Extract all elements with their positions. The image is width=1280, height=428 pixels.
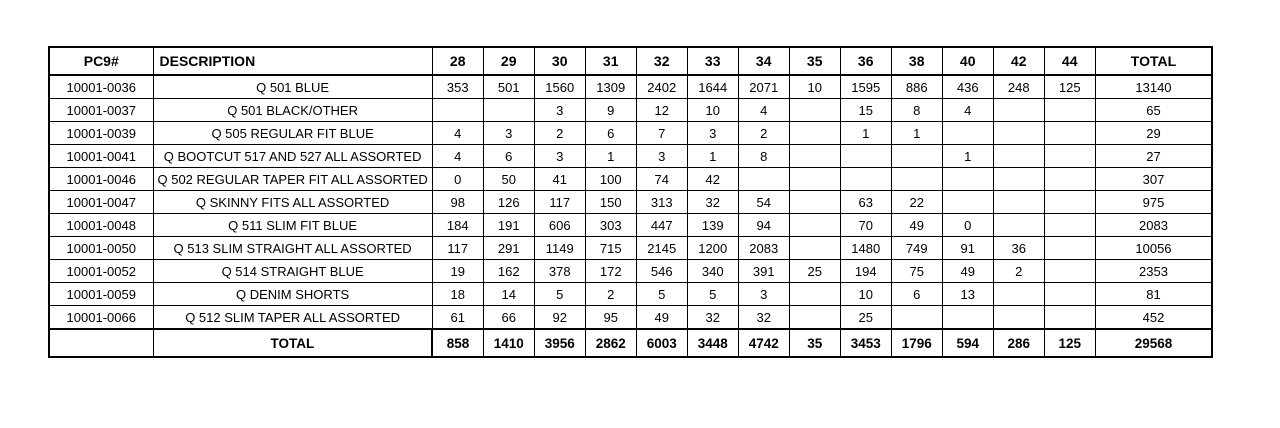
cell-description: Q BOOTCUT 517 AND 527 ALL ASSORTED: [153, 145, 432, 168]
cell-row-total: 2353: [1095, 260, 1212, 283]
cell-quantity: 7: [636, 122, 687, 145]
cell-quantity: 2: [738, 122, 789, 145]
cell-quantity: 10: [687, 99, 738, 122]
cell-description: Q 501 BLUE: [153, 75, 432, 99]
cell-quantity: [993, 99, 1044, 122]
cell-quantity: 6: [891, 283, 942, 306]
cell-quantity: 150: [585, 191, 636, 214]
cell-quantity: 100: [585, 168, 636, 191]
cell-description: Q SKINNY FITS ALL ASSORTED: [153, 191, 432, 214]
cell-quantity: 91: [942, 237, 993, 260]
table-row: [49, 191, 1212, 214]
footer-cell-size-total: 125: [1044, 329, 1095, 357]
cell-description: Q DENIM SHORTS: [153, 283, 432, 306]
table-row: [49, 283, 1212, 306]
cell-quantity: 126: [483, 191, 534, 214]
cell-product-code: 10001-0047: [49, 191, 153, 214]
cell-quantity: [942, 122, 993, 145]
cell-quantity: 32: [687, 191, 738, 214]
cell-quantity: 303: [585, 214, 636, 237]
cell-quantity: 391: [738, 260, 789, 283]
cell-quantity: [891, 168, 942, 191]
cell-quantity: [942, 191, 993, 214]
footer-cell-size-total: 3956: [534, 329, 585, 357]
cell-description: Q 513 SLIM STRAIGHT ALL ASSORTED: [153, 237, 432, 260]
cell-quantity: 162: [483, 260, 534, 283]
table-row: [49, 145, 1212, 168]
cell-product-code: 10001-0066: [49, 306, 153, 330]
cell-row-total: 29: [1095, 122, 1212, 145]
footer-cell-size-total: 1796: [891, 329, 942, 357]
cell-description: Q 511 SLIM FIT BLUE: [153, 214, 432, 237]
cell-quantity: [993, 191, 1044, 214]
cell-description: Q 512 SLIM TAPER ALL ASSORTED: [153, 306, 432, 330]
header-cell-size: 30: [534, 47, 585, 75]
cell-quantity: [789, 99, 840, 122]
header-cell-size: 38: [891, 47, 942, 75]
cell-quantity: 19: [432, 260, 483, 283]
table-body: [49, 47, 1212, 357]
cell-quantity: 2: [534, 122, 585, 145]
cell-row-total: 452: [1095, 306, 1212, 330]
cell-row-total: 307: [1095, 168, 1212, 191]
cell-quantity: 6: [483, 145, 534, 168]
header-cell-size: 29: [483, 47, 534, 75]
cell-quantity: 1480: [840, 237, 891, 260]
cell-quantity: 3: [483, 122, 534, 145]
footer-cell-size-total: 858: [432, 329, 483, 357]
cell-quantity: 2083: [738, 237, 789, 260]
cell-quantity: 63: [840, 191, 891, 214]
cell-quantity: [942, 306, 993, 330]
cell-quantity: [1044, 237, 1095, 260]
table-row: [49, 75, 1212, 99]
cell-quantity: 184: [432, 214, 483, 237]
cell-quantity: 191: [483, 214, 534, 237]
cell-product-code: 10001-0041: [49, 145, 153, 168]
cell-quantity: [789, 214, 840, 237]
cell-quantity: [789, 283, 840, 306]
cell-row-total: 27: [1095, 145, 1212, 168]
cell-quantity: 436: [942, 75, 993, 99]
header-cell-size: 42: [993, 47, 1044, 75]
cell-quantity: [789, 237, 840, 260]
cell-quantity: 13: [942, 283, 993, 306]
cell-quantity: [993, 122, 1044, 145]
header-cell-size: 34: [738, 47, 789, 75]
cell-row-total: 2083: [1095, 214, 1212, 237]
cell-quantity: 1309: [585, 75, 636, 99]
cell-quantity: [1044, 283, 1095, 306]
cell-quantity: 5: [534, 283, 585, 306]
cell-quantity: 75: [891, 260, 942, 283]
cell-product-code: 10001-0036: [49, 75, 153, 99]
cell-quantity: 25: [840, 306, 891, 330]
cell-quantity: 117: [432, 237, 483, 260]
header-cell-size: 40: [942, 47, 993, 75]
size-breakdown-table-container: [48, 46, 1213, 358]
cell-row-total: 65: [1095, 99, 1212, 122]
cell-quantity: [1044, 99, 1095, 122]
header-cell-description: DESCRIPTION: [153, 47, 432, 75]
cell-quantity: 1560: [534, 75, 585, 99]
cell-quantity: [891, 306, 942, 330]
cell-row-total: 13140: [1095, 75, 1212, 99]
cell-quantity: 886: [891, 75, 942, 99]
cell-quantity: 14: [483, 283, 534, 306]
cell-quantity: 94: [738, 214, 789, 237]
cell-quantity: 1200: [687, 237, 738, 260]
cell-quantity: [1044, 145, 1095, 168]
cell-quantity: 32: [738, 306, 789, 330]
cell-quantity: [891, 145, 942, 168]
cell-row-total: 10056: [1095, 237, 1212, 260]
cell-quantity: 3: [687, 122, 738, 145]
cell-quantity: 139: [687, 214, 738, 237]
cell-quantity: 9: [585, 99, 636, 122]
table-row: [49, 237, 1212, 260]
cell-quantity: [432, 99, 483, 122]
cell-quantity: 117: [534, 191, 585, 214]
table-row: [49, 260, 1212, 283]
cell-product-code: 10001-0059: [49, 283, 153, 306]
cell-quantity: 10: [840, 283, 891, 306]
table-row: [49, 99, 1212, 122]
cell-quantity: 3: [534, 99, 585, 122]
cell-quantity: 61: [432, 306, 483, 330]
cell-quantity: 447: [636, 214, 687, 237]
header-cell-code: PC9#: [49, 47, 153, 75]
footer-cell-size-total: 286: [993, 329, 1044, 357]
header-cell-size: 36: [840, 47, 891, 75]
footer-cell-size-total: 594: [942, 329, 993, 357]
cell-quantity: [789, 306, 840, 330]
cell-quantity: 15: [840, 99, 891, 122]
cell-quantity: 8: [738, 145, 789, 168]
cell-quantity: 22: [891, 191, 942, 214]
footer-cell-blank: [49, 329, 153, 357]
cell-quantity: 50: [483, 168, 534, 191]
cell-quantity: [993, 283, 1044, 306]
cell-description: Q 501 BLACK/OTHER: [153, 99, 432, 122]
cell-quantity: 49: [942, 260, 993, 283]
cell-quantity: 5: [636, 283, 687, 306]
cell-row-total: 975: [1095, 191, 1212, 214]
cell-quantity: 3: [636, 145, 687, 168]
cell-quantity: 8: [891, 99, 942, 122]
footer-cell-size-total: 35: [789, 329, 840, 357]
header-cell-size: 28: [432, 47, 483, 75]
cell-product-code: 10001-0048: [49, 214, 153, 237]
footer-cell-size-total: 4742: [738, 329, 789, 357]
cell-product-code: 10001-0037: [49, 99, 153, 122]
cell-quantity: 1: [942, 145, 993, 168]
cell-quantity: 1595: [840, 75, 891, 99]
cell-quantity: 749: [891, 237, 942, 260]
cell-quantity: 66: [483, 306, 534, 330]
footer-cell-size-total: 1410: [483, 329, 534, 357]
cell-quantity: 353: [432, 75, 483, 99]
cell-quantity: [1044, 260, 1095, 283]
cell-quantity: 95: [585, 306, 636, 330]
cell-quantity: [993, 214, 1044, 237]
header-cell-total: TOTAL: [1095, 47, 1212, 75]
cell-quantity: [738, 168, 789, 191]
table-row: [49, 306, 1212, 330]
cell-quantity: [789, 145, 840, 168]
cell-quantity: [942, 168, 993, 191]
cell-description: Q 502 REGULAR TAPER FIT ALL ASSORTED: [153, 168, 432, 191]
cell-quantity: [789, 168, 840, 191]
cell-quantity: 1: [840, 122, 891, 145]
cell-quantity: 4: [432, 145, 483, 168]
cell-quantity: 98: [432, 191, 483, 214]
cell-quantity: 313: [636, 191, 687, 214]
cell-quantity: 715: [585, 237, 636, 260]
cell-quantity: [789, 191, 840, 214]
cell-quantity: 2145: [636, 237, 687, 260]
footer-cell-size-total: 6003: [636, 329, 687, 357]
table-row: [49, 168, 1212, 191]
cell-product-code: 10001-0039: [49, 122, 153, 145]
cell-quantity: 54: [738, 191, 789, 214]
cell-quantity: 74: [636, 168, 687, 191]
header-cell-size: 35: [789, 47, 840, 75]
cell-quantity: 25: [789, 260, 840, 283]
cell-quantity: 291: [483, 237, 534, 260]
cell-quantity: 3: [738, 283, 789, 306]
cell-quantity: 2402: [636, 75, 687, 99]
header-cell-size: 31: [585, 47, 636, 75]
cell-quantity: 2: [993, 260, 1044, 283]
cell-quantity: [1044, 306, 1095, 330]
cell-quantity: 340: [687, 260, 738, 283]
footer-cell-size-total: 3453: [840, 329, 891, 357]
cell-quantity: 4: [738, 99, 789, 122]
cell-quantity: 32: [687, 306, 738, 330]
cell-quantity: [1044, 191, 1095, 214]
footer-cell-grand-total: 29568: [1095, 329, 1212, 357]
cell-quantity: 42: [687, 168, 738, 191]
cell-quantity: 501: [483, 75, 534, 99]
cell-quantity: 1644: [687, 75, 738, 99]
header-cell-size: 32: [636, 47, 687, 75]
cell-quantity: 49: [636, 306, 687, 330]
cell-quantity: [483, 99, 534, 122]
cell-quantity: 36: [993, 237, 1044, 260]
cell-quantity: 4: [432, 122, 483, 145]
footer-cell-size-total: 2862: [585, 329, 636, 357]
table-footer-row: [49, 329, 1212, 357]
cell-quantity: [1044, 122, 1095, 145]
table-header-row: [49, 47, 1212, 75]
footer-cell-label: TOTAL: [153, 329, 432, 357]
cell-quantity: 0: [432, 168, 483, 191]
cell-product-code: 10001-0050: [49, 237, 153, 260]
header-cell-size: 33: [687, 47, 738, 75]
cell-quantity: 6: [585, 122, 636, 145]
table-row: [49, 214, 1212, 237]
cell-quantity: 70: [840, 214, 891, 237]
cell-quantity: 1149: [534, 237, 585, 260]
cell-quantity: [840, 145, 891, 168]
cell-quantity: 1: [891, 122, 942, 145]
cell-quantity: 1: [585, 145, 636, 168]
cell-quantity: [840, 168, 891, 191]
cell-quantity: [1044, 214, 1095, 237]
cell-quantity: 18: [432, 283, 483, 306]
cell-description: Q 514 STRAIGHT BLUE: [153, 260, 432, 283]
cell-quantity: [993, 168, 1044, 191]
cell-product-code: 10001-0046: [49, 168, 153, 191]
cell-quantity: 172: [585, 260, 636, 283]
cell-quantity: 5: [687, 283, 738, 306]
cell-quantity: 378: [534, 260, 585, 283]
cell-quantity: 10: [789, 75, 840, 99]
cell-quantity: 3: [534, 145, 585, 168]
table-row: [49, 122, 1212, 145]
cell-quantity: 546: [636, 260, 687, 283]
cell-quantity: 4: [942, 99, 993, 122]
cell-description: Q 505 REGULAR FIT BLUE: [153, 122, 432, 145]
cell-quantity: 92: [534, 306, 585, 330]
cell-quantity: 49: [891, 214, 942, 237]
cell-quantity: 125: [1044, 75, 1095, 99]
cell-quantity: 2071: [738, 75, 789, 99]
cell-quantity: 2: [585, 283, 636, 306]
cell-quantity: 41: [534, 168, 585, 191]
cell-quantity: [993, 145, 1044, 168]
cell-quantity: 248: [993, 75, 1044, 99]
cell-quantity: 606: [534, 214, 585, 237]
cell-quantity: 0: [942, 214, 993, 237]
size-breakdown-table: [48, 46, 1213, 358]
cell-product-code: 10001-0052: [49, 260, 153, 283]
cell-row-total: 81: [1095, 283, 1212, 306]
cell-quantity: 12: [636, 99, 687, 122]
cell-quantity: [789, 122, 840, 145]
header-cell-size: 44: [1044, 47, 1095, 75]
cell-quantity: [1044, 168, 1095, 191]
cell-quantity: 194: [840, 260, 891, 283]
footer-cell-size-total: 3448: [687, 329, 738, 357]
cell-quantity: 1: [687, 145, 738, 168]
cell-quantity: [993, 306, 1044, 330]
